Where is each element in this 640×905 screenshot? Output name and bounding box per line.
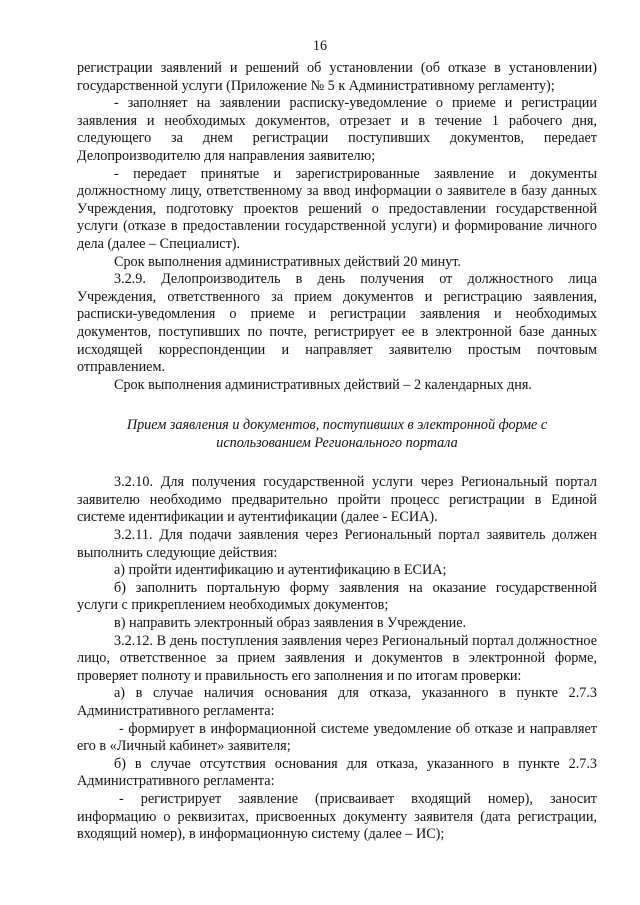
paragraph: - регистрирует заявление (присваивает входящий номер), заносит информацию о реквизитах, присвоенных документу заявителя (дата регистрации, входящий номер), в информационную систему (далее – ИС); [77,790,597,843]
paragraph: а) пройти идентификацию и аутентификацию в ЕСИА; [114,562,447,579]
document-body [77,60,597,844]
paragraph: 3.2.10. Для получения государственной услуги через Региональный портал заявителю необходимо предварительно пройти процесс регистрации в Единой системе идентификации и аутентификации (далее - ЕСИА). [77,474,597,526]
paragraphs-block-b [77,474,597,843]
paragraph: 3.2.11. Для подачи заявления через Региональный портал заявитель должен выполнить следующие действия: [77,527,597,561]
paragraph: в) направить электронный образ заявления в Учреждение. [114,615,467,632]
paragraph: - передает принятые и зарегистрированные заявление и документы должностному лицу, ответственному за ввод информации о заявителе в базу данных Учреждения, подготовку проектов решений о предоставлении государственной услуги (отказе в предоставлении государственной услуги) и формирование личного дела (далее – Специалист). [77,165,597,252]
paragraph: б) заполнить портальную форму заявления на оказание государственной услуги с прикреплением необходимых документов; [77,579,597,614]
paragraph: 3.2.9. Делопроизводитель в день получения от должностного лица Учреждения, ответственного за прием документов и регистрацию заявления, расписки-уведомления о приеме и регистрации заявления и необходимых документов, поступивших по почте, регистрирует ее в электронной базе данных исходящей корреспонденции и направляет заявителю простым почтовым отправлением. [77,271,597,376]
page-number: 16 [312,38,328,54]
paragraph: регистрации заявлений и решений об установлении (об отказе в установлении) государственной услуги (Приложение № 5 к Административному регламенту); [77,60,597,94]
paragraph: 3.2.12. В день поступления заявления через Региональный портал должностное лицо, ответственное за прием заявления и документов в электронной форме, проверяет полноту и правильность его заполнения и по итогам проверки: [77,632,597,684]
paragraph: а) в случае наличия основания для отказа, указанного в пункте 2.7.3 Административного регламента: [77,685,597,719]
paragraphs-block-a [77,60,597,394]
paragraph: - формирует в информационной системе уведомление об отказе и направляет его в «Личный кабинет» заявителя; [77,720,597,755]
paragraph: Срок выполнения административных действий – 2 календарных дня. [114,376,532,393]
section-heading: Прием заявления и документов, поступивших в электронной форме с использованием Регионального портала [126,417,548,452]
paragraph: - заполняет на заявлении расписку-уведомление о приеме и регистрации заявления и необходимых документов, отрезает и в течение 1 рабочего дня, следующего за днем регистрации поступивших документов, передает Делопроизводителю для направления заявителю; [77,95,597,164]
paragraph: Срок выполнения административных действий 20 минут. [114,253,461,270]
paragraph: б) в случае отсутствия основания для отказа, указанного в пункте 2.7.3 Административного регламента: [77,755,597,790]
